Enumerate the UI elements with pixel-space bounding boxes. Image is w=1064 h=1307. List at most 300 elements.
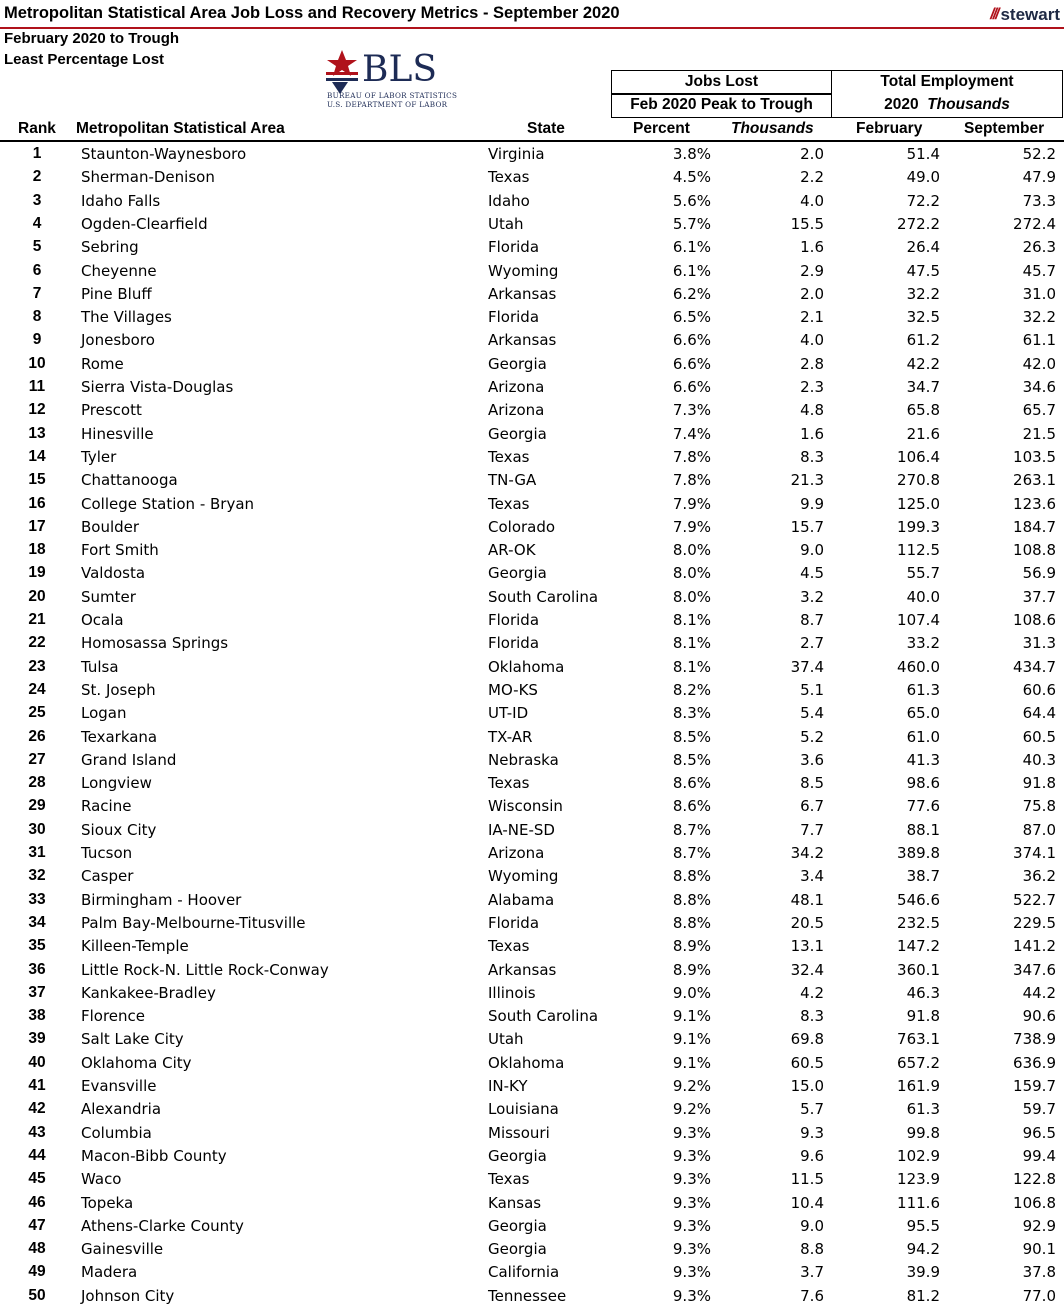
stewart-logo: [990, 5, 1060, 25]
rank-cell: 32: [28, 867, 46, 885]
state-cell: Georgia: [488, 424, 547, 443]
total-employment-unit: Thousands: [927, 96, 1010, 113]
september-cell: 108.8: [1013, 541, 1056, 560]
msa-cell: Racine: [81, 797, 132, 816]
september-cell: 45.7: [1022, 261, 1056, 280]
table-row: [0, 189, 1064, 212]
rank-cell: 10: [28, 354, 46, 372]
september-cell: 21.5: [1022, 424, 1056, 443]
percent-cell: 9.3%: [672, 1216, 711, 1235]
state-cell: Utah: [488, 214, 524, 233]
september-cell: 263.1: [1013, 471, 1056, 490]
msa-cell: Longview: [81, 774, 152, 793]
february-cell: 360.1: [897, 960, 940, 979]
msa-cell: Oklahoma City: [81, 1053, 192, 1072]
table-row: [0, 305, 1064, 328]
thousands-lost-cell: 7.6: [800, 1286, 824, 1305]
rank-cell: 39: [28, 1030, 46, 1048]
percent-cell: 6.6%: [672, 378, 711, 396]
september-cell: 87.0: [1022, 820, 1056, 839]
thousands-lost-cell: 2.3: [800, 378, 824, 396]
percent-cell: 9.3%: [672, 1123, 711, 1142]
thousands-lost-cell: 32.4: [790, 960, 824, 979]
percent-cell: 9.1%: [672, 1007, 711, 1026]
percent-cell: 8.5%: [672, 727, 711, 746]
msa-cell: Staunton-Waynesboro: [81, 145, 247, 163]
state-cell: Nebraska: [488, 750, 559, 769]
state-cell: Arizona: [488, 401, 545, 420]
state-cell: MO-KS: [488, 680, 538, 699]
thousands-lost-cell: 3.2: [800, 587, 824, 606]
percent-cell: 8.6%: [672, 797, 711, 816]
september-cell: 31.3: [1022, 634, 1056, 653]
state-cell: Kansas: [488, 1193, 542, 1212]
rank-cell: 30: [28, 820, 46, 838]
september-cell: 96.5: [1022, 1123, 1056, 1142]
thousands-lost-cell: 34.2: [790, 844, 824, 862]
thousands-lost-cell: 2.9: [800, 261, 824, 280]
msa-cell: Ogden-Clearfield: [81, 214, 208, 233]
september-cell: 184.7: [1013, 517, 1056, 536]
msa-cell: Jonesboro: [81, 331, 155, 350]
february-cell: 272.2: [897, 214, 940, 233]
percent-cell: 7.3%: [672, 401, 711, 420]
february-cell: 657.2: [897, 1053, 940, 1072]
thousands-lost-cell: 5.1: [800, 680, 824, 699]
msa-cell: Little Rock-N. Little Rock-Conway: [81, 960, 329, 979]
column-header-thousands: Thousands: [731, 120, 814, 137]
rank-cell: 46: [28, 1193, 46, 1211]
msa-cell: Grand Island: [81, 750, 177, 769]
rank-cell: 38: [28, 1007, 46, 1025]
table-row: [0, 748, 1064, 771]
percent-cell: 8.6%: [672, 774, 711, 793]
table-row: [0, 212, 1064, 235]
state-cell: Virginia: [488, 145, 545, 163]
rank-cell: 8: [32, 308, 42, 326]
percent-cell: 9.1%: [672, 1053, 711, 1072]
state-cell: Arizona: [488, 844, 545, 862]
february-cell: 99.8: [906, 1123, 940, 1142]
february-cell: 232.5: [897, 913, 940, 932]
rank-cell: 24: [28, 680, 46, 698]
state-cell: Georgia: [488, 1146, 547, 1165]
state-cell: Alabama: [488, 890, 555, 909]
september-cell: 159.7: [1013, 1077, 1056, 1095]
percent-cell: 7.4%: [672, 424, 711, 443]
percent-cell: 8.9%: [672, 960, 711, 979]
rank-cell: 9: [32, 331, 42, 349]
msa-cell: Sherman-Denison: [81, 168, 215, 187]
state-cell: South Carolina: [488, 1007, 599, 1026]
september-cell: 103.5: [1013, 447, 1056, 466]
september-cell: 374.1: [1013, 844, 1056, 862]
thousands-lost-cell: 9.0: [800, 1216, 824, 1235]
february-cell: 112.5: [897, 541, 940, 560]
rank-cell: 17: [28, 517, 46, 535]
state-cell: Texas: [488, 447, 530, 466]
percent-cell: 6.6%: [672, 354, 711, 373]
percent-cell: 8.8%: [672, 913, 711, 932]
msa-cell: Madera: [81, 1263, 138, 1282]
state-cell: Georgia: [488, 1240, 547, 1259]
february-cell: 460.0: [897, 657, 940, 676]
percent-cell: 8.2%: [672, 680, 711, 699]
state-cell: Georgia: [488, 564, 547, 583]
table-row: [0, 794, 1064, 817]
state-cell: TX-AR: [488, 727, 533, 746]
msa-cell: Logan: [81, 704, 127, 723]
rank-cell: 2: [32, 168, 42, 186]
rank-cell: 7: [32, 284, 42, 302]
table-row: [0, 888, 1064, 911]
september-cell: 106.8: [1013, 1193, 1056, 1212]
february-cell: 61.3: [906, 680, 940, 699]
msa-cell: Boulder: [81, 517, 140, 536]
table-row: [0, 631, 1064, 654]
thousands-lost-cell: 9.3: [800, 1123, 824, 1142]
table-row: [0, 771, 1064, 794]
september-cell: 347.6: [1013, 960, 1056, 979]
state-cell: Wisconsin: [488, 797, 563, 816]
thousands-lost-cell: 5.2: [800, 727, 824, 746]
percent-cell: 9.3%: [672, 1193, 711, 1212]
table-row: [0, 375, 1064, 398]
february-cell: 61.0: [906, 727, 940, 746]
thousands-lost-cell: 69.8: [790, 1030, 824, 1049]
rank-cell: 45: [28, 1170, 46, 1188]
table-row: [0, 259, 1064, 282]
percent-cell: 9.3%: [672, 1170, 711, 1189]
state-cell: UT-ID: [488, 704, 529, 723]
february-cell: 51.4: [906, 145, 940, 163]
september-cell: 92.9: [1022, 1216, 1056, 1235]
state-cell: Arkansas: [488, 331, 557, 350]
column-header-msa: Metropolitan Statistical Area: [76, 120, 285, 137]
february-cell: 102.9: [897, 1146, 940, 1165]
september-cell: 77.0: [1022, 1286, 1056, 1305]
thousands-lost-cell: 13.1: [790, 937, 824, 956]
rank-cell: 29: [28, 797, 46, 815]
table-row: [0, 1260, 1064, 1283]
rank-cell: 27: [28, 750, 46, 768]
september-cell: 56.9: [1022, 564, 1056, 583]
percent-cell: 8.0%: [672, 587, 711, 606]
february-cell: 46.3: [906, 983, 940, 1002]
msa-cell: Killeen-Temple: [81, 937, 189, 956]
september-cell: 64.4: [1022, 704, 1056, 723]
thousands-lost-cell: 8.3: [800, 1007, 824, 1026]
february-cell: 546.6: [897, 890, 940, 909]
msa-cell: Valdosta: [81, 564, 146, 583]
total-employment-group-header: Total Employment: [880, 73, 1014, 90]
msa-cell: Alexandria: [81, 1100, 162, 1119]
february-cell: 81.2: [906, 1286, 940, 1305]
table-row: [0, 515, 1064, 538]
thousands-lost-cell: 11.5: [790, 1170, 824, 1189]
state-cell: Colorado: [488, 517, 556, 536]
table-row: [0, 1237, 1064, 1260]
stewart-logo-mark: ///: [990, 6, 998, 23]
february-cell: 91.8: [906, 1007, 940, 1026]
september-cell: 522.7: [1013, 890, 1056, 909]
msa-cell: Hinesville: [81, 424, 154, 443]
rank-cell: 26: [28, 727, 46, 745]
state-cell: TN-GA: [488, 471, 537, 490]
september-cell: 738.9: [1013, 1030, 1056, 1049]
september-cell: 31.0: [1022, 284, 1056, 303]
percent-cell: 9.3%: [672, 1240, 711, 1259]
stewart-logo-text: stewart: [1000, 5, 1060, 24]
msa-cell: Macon-Bibb County: [81, 1146, 227, 1165]
february-cell: 32.2: [906, 284, 940, 303]
september-cell: 229.5: [1013, 913, 1056, 932]
column-header-february: February: [856, 120, 923, 137]
table-row: [0, 655, 1064, 678]
september-cell: 60.5: [1022, 727, 1056, 746]
rank-cell: 12: [28, 401, 46, 419]
september-cell: 434.7: [1013, 657, 1056, 676]
rank-cell: 41: [28, 1077, 46, 1094]
state-cell: Georgia: [488, 1216, 547, 1235]
state-cell: Idaho: [488, 191, 530, 210]
rank-cell: 34: [28, 913, 46, 931]
table-row: [0, 1167, 1064, 1190]
table-row: [0, 725, 1064, 748]
february-cell: 161.9: [897, 1077, 940, 1095]
september-cell: 91.8: [1022, 774, 1056, 793]
september-cell: 40.3: [1022, 750, 1056, 769]
percent-cell: 5.7%: [672, 214, 711, 233]
percent-cell: 9.3%: [672, 1286, 711, 1305]
september-cell: 636.9: [1013, 1053, 1056, 1072]
rank-cell: 37: [28, 983, 46, 1001]
msa-cell: Pine Bluff: [81, 284, 152, 303]
thousands-lost-cell: 9.6: [800, 1146, 824, 1165]
rank-cell: 1: [32, 145, 42, 162]
state-cell: Louisiana: [488, 1100, 559, 1119]
rank-cell: 40: [28, 1053, 46, 1071]
thousands-lost-cell: 8.8: [800, 1240, 824, 1259]
table-row: [0, 818, 1064, 841]
msa-cell: Idaho Falls: [81, 191, 161, 210]
table-row: [0, 1121, 1064, 1144]
msa-cell: Tulsa: [81, 657, 119, 676]
february-cell: 65.0: [906, 704, 940, 723]
february-cell: 32.5: [906, 308, 940, 327]
thousands-lost-cell: 4.8: [800, 401, 824, 420]
thousands-lost-cell: 10.4: [790, 1193, 824, 1212]
table-row: [0, 282, 1064, 305]
table-row: [0, 934, 1064, 957]
state-cell: Georgia: [488, 354, 547, 373]
september-cell: 108.6: [1013, 611, 1056, 629]
thousands-lost-cell: 2.7: [800, 634, 824, 653]
msa-cell: Sioux City: [81, 820, 157, 839]
september-cell: 73.3: [1022, 191, 1056, 210]
september-cell: 47.9: [1022, 168, 1056, 187]
thousands-lost-cell: 4.2: [800, 983, 824, 1002]
state-cell: Florida: [488, 634, 540, 653]
thousands-lost-cell: 3.7: [800, 1263, 824, 1282]
table-row: [0, 678, 1064, 701]
table-row: [0, 608, 1064, 631]
msa-cell: Columbia: [81, 1123, 152, 1142]
percent-cell: 8.1%: [672, 657, 711, 676]
table-row: [0, 492, 1064, 515]
february-cell: 65.8: [906, 401, 940, 420]
percent-cell: 8.8%: [672, 890, 711, 909]
february-cell: 147.2: [897, 937, 940, 956]
february-cell: 106.4: [897, 447, 940, 466]
bls-logo-text: BLS: [362, 49, 438, 90]
state-cell: Florida: [488, 308, 540, 327]
table-row: [0, 981, 1064, 1004]
thousands-lost-cell: 2.1: [800, 308, 824, 327]
february-cell: 199.3: [897, 517, 940, 536]
thousands-lost-cell: 20.5: [790, 913, 824, 932]
rank-cell: 47: [28, 1216, 46, 1234]
september-cell: 60.6: [1022, 680, 1056, 699]
thousands-lost-cell: 2.8: [800, 354, 824, 373]
thousands-lost-cell: 9.9: [800, 494, 824, 513]
msa-cell: Evansville: [81, 1077, 157, 1095]
september-cell: 90.1: [1022, 1240, 1056, 1259]
percent-cell: 9.0%: [672, 983, 711, 1002]
thousands-lost-cell: 37.4: [790, 657, 824, 676]
rank-cell: 20: [28, 587, 46, 605]
february-cell: 38.7: [906, 867, 940, 886]
state-cell: Florida: [488, 913, 540, 932]
state-cell: Texas: [488, 1170, 530, 1189]
msa-cell: Prescott: [81, 401, 142, 420]
february-cell: 55.7: [906, 564, 940, 583]
msa-cell: St. Joseph: [81, 680, 156, 699]
total-employment-unit-header: [831, 96, 1063, 114]
percent-cell: 8.9%: [672, 937, 711, 956]
rank-cell: 4: [32, 214, 42, 232]
percent-cell: 8.1%: [672, 611, 711, 629]
february-cell: 95.5: [906, 1216, 940, 1235]
september-cell: 36.2: [1022, 867, 1056, 886]
table-row: [0, 468, 1064, 491]
thousands-lost-cell: 15.7: [790, 517, 824, 536]
september-cell: 37.8: [1022, 1263, 1056, 1282]
thousands-lost-cell: 8.7: [800, 611, 824, 629]
february-cell: 41.3: [906, 750, 940, 769]
state-cell: Wyoming: [488, 261, 559, 280]
rank-cell: 23: [28, 657, 46, 675]
state-cell: South Carolina: [488, 587, 599, 606]
subtitle-period: February 2020 to Trough: [4, 30, 180, 47]
september-cell: 75.8: [1022, 797, 1056, 816]
msa-cell: Salt Lake City: [81, 1030, 184, 1049]
february-cell: 34.7: [906, 378, 940, 396]
february-cell: 40.0: [906, 587, 940, 606]
thousands-lost-cell: 4.0: [800, 191, 824, 210]
table-row: [0, 1051, 1064, 1074]
table-row: [0, 585, 1064, 608]
percent-cell: 8.5%: [672, 750, 711, 769]
thousands-lost-cell: 8.5: [800, 774, 824, 793]
thousands-lost-cell: 8.3: [800, 447, 824, 466]
percent-cell: 6.6%: [672, 331, 711, 350]
thousands-lost-cell: 7.7: [800, 820, 824, 839]
september-cell: 42.0: [1022, 354, 1056, 373]
rank-cell: 19: [28, 564, 46, 582]
msa-cell: Athens-Clarke County: [81, 1216, 244, 1235]
msa-cell: Tucson: [81, 844, 133, 862]
september-cell: 26.3: [1022, 238, 1056, 257]
september-cell: 59.7: [1022, 1100, 1056, 1119]
msa-cell: Sumter: [81, 587, 136, 606]
thousands-lost-cell: 6.7: [800, 797, 824, 816]
thousands-lost-cell: 60.5: [790, 1053, 824, 1072]
february-cell: 26.4: [906, 238, 940, 257]
column-header-percent: Percent: [633, 120, 690, 137]
thousands-lost-cell: 15.0: [790, 1077, 824, 1095]
msa-cell: Florence: [81, 1007, 146, 1026]
thousands-lost-cell: 21.3: [790, 471, 824, 490]
state-cell: Florida: [488, 238, 540, 257]
rank-cell: 25: [28, 704, 46, 722]
percent-cell: 8.3%: [672, 704, 711, 723]
table-row: [0, 142, 1064, 165]
percent-cell: 9.2%: [672, 1077, 711, 1095]
state-cell: IA-NE-SD: [488, 820, 555, 839]
percent-cell: 8.7%: [672, 820, 711, 839]
february-cell: 21.6: [906, 424, 940, 443]
msa-cell: Homosassa Springs: [81, 634, 229, 653]
percent-cell: 7.9%: [672, 517, 711, 536]
table-row: [0, 1027, 1064, 1050]
thousands-lost-cell: 2.0: [800, 145, 824, 163]
percent-cell: 6.1%: [672, 238, 711, 257]
rank-cell: 36: [28, 960, 46, 978]
table-row: [0, 1004, 1064, 1027]
percent-cell: 8.0%: [672, 564, 711, 583]
table-row: [0, 1284, 1064, 1307]
february-cell: 61.3: [906, 1100, 940, 1119]
rank-cell: 48: [28, 1240, 46, 1258]
table-row: [0, 841, 1064, 864]
column-header-september: September: [964, 120, 1045, 137]
state-cell: Texas: [488, 168, 530, 187]
state-cell: Oklahoma: [488, 657, 565, 676]
msa-cell: Fort Smith: [81, 541, 159, 560]
msa-cell: Gainesville: [81, 1240, 164, 1259]
table-row: [0, 1191, 1064, 1214]
thousands-lost-cell: 4.0: [800, 331, 824, 350]
september-cell: 65.7: [1022, 401, 1056, 420]
rank-cell: 14: [28, 447, 46, 465]
september-cell: 52.2: [1022, 145, 1056, 163]
table-row: [0, 1097, 1064, 1120]
rank-cell: 11: [28, 378, 46, 395]
thousands-lost-cell: 1.6: [800, 424, 824, 443]
table-row: [0, 1144, 1064, 1167]
february-cell: 77.6: [906, 797, 940, 816]
state-cell: Wyoming: [488, 867, 559, 886]
percent-cell: 9.1%: [672, 1030, 711, 1049]
msa-cell: Sebring: [81, 238, 139, 257]
percent-cell: 6.1%: [672, 261, 711, 280]
rank-cell: 31: [28, 844, 46, 861]
percent-cell: 3.8%: [672, 145, 711, 163]
february-cell: 123.9: [897, 1170, 940, 1189]
september-cell: 61.1: [1022, 331, 1056, 350]
rank-cell: 13: [28, 424, 46, 442]
